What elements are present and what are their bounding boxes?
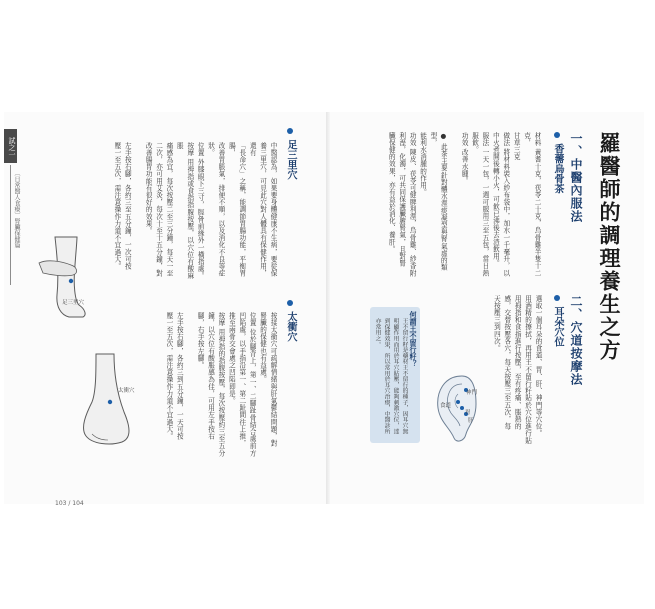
section-heading-acupressure: 二、穴道按摩法 (569, 295, 583, 386)
zusanli-text (112, 142, 278, 282)
text-line: 感，交替按壓各穴，每天按壓三至五次，每 (502, 295, 511, 430)
edge-tab: 試之一 (4, 129, 17, 163)
bullet-dot-icon (554, 295, 560, 301)
text-line (184, 312, 194, 462)
text-line: 服法 一天一包，一週可服用三至五包，當日熱服飲。 (470, 132, 489, 277)
text-line: 按摩 用拇指或食指指腹按壓，以穴位有酸麻脹 (175, 142, 194, 280)
text-line: 左手按右腳，各約三到五分鐘，一天可按 (175, 312, 184, 440)
text-line: 功效 改善水腫。 (460, 132, 469, 185)
text-line (132, 142, 142, 282)
subsection-heading-tea (550, 132, 565, 193)
page-title: 羅醫師的調理養生之方 (597, 132, 622, 362)
text-line: 臟保健的效果，亦有益於消化、養肝。 (387, 132, 396, 253)
text-line: 甘草三克 (512, 132, 521, 161)
subsection-heading-taichong (283, 300, 298, 341)
text-line: 左手按右腳，各約三至五分鐘，一次可按 (123, 142, 132, 270)
section-heading-internal: 一、中醫內服法 (569, 132, 583, 223)
tea-recipe-text (387, 132, 542, 282)
ear-label-stomach: 胃 (465, 410, 471, 416)
taichong-text (150, 312, 278, 462)
text-line: 按揉太衝穴可疏解情緒與肝氣鬱結問題，對 (269, 312, 277, 447)
text-line: 天按壓三到四次。 (492, 295, 501, 352)
subsection-label: 太衝穴 (285, 311, 296, 342)
text-line: 位置 外膝眼下三寸，脛骨前緣外一橫指處。 (196, 142, 205, 280)
text-line: 推至兩骨交會處之凹陷即是。 (227, 312, 236, 405)
text-line: 按摩 用拇指的指腹按壓，每次按壓約三至五分 (216, 312, 225, 457)
text-line: 凹陷處，以手指沿第一、第二趾間往上推， (237, 312, 246, 447)
subsection-heading-ear (550, 295, 565, 346)
tip-text: 王不留行籽是藥材王不留行的種子，因耳穴無明顯作用而用於耳穴貼壓，能夠刺激穴位，達到保健效果，所以常用於耳穴治療，中醫診所亦常用之。 (374, 318, 407, 434)
bullet-dot-icon (554, 132, 560, 138)
text-line: ● 此茶主要針對體水溼痰凝型與腎氣虛的類型， (428, 132, 448, 271)
text-line: 中醫認為，如果要身體健康不生病，要從保 (269, 142, 277, 277)
label-taichong: 太衝穴 (118, 388, 135, 394)
edge-divider (10, 165, 11, 285)
text-line (448, 132, 458, 282)
text-line: 選取一個耳朵的食道、胃、肝、神門等穴位。 (534, 295, 542, 437)
text-line: 腳，右手按左腳。 (196, 312, 205, 369)
edge-chapter-title: 〔日常醫人食療〕腎臟保健篇 (13, 170, 20, 248)
text-line: 位置 位於腳背上，第一、二腳趾骨結合處前方 (248, 312, 257, 457)
label-zusanli: 足三里穴 (62, 300, 85, 306)
bullet-dot-icon (287, 128, 293, 134)
subsection-heading-zusanli (283, 128, 298, 179)
text-line: 養三里穴，可見此穴對人體具有保健作用，還有 (248, 142, 267, 277)
text-line: 改善腸胃功能有很好的效果。 (144, 142, 153, 235)
text-line: 二次，亦可用艾灸，每次十至十五分鐘，對 (154, 142, 163, 277)
text-line: 材料 黃耆十克，茯苓二十克，烏骨雞半隻十二克， (522, 132, 541, 277)
text-line: 「長命穴」之稱，能調節胃腸功能，平衡胃腸， (227, 142, 246, 277)
ear-massage-text (485, 295, 543, 455)
ear-label-esophagus: 食道 (440, 403, 452, 409)
text-line: 痛感為宜，每次按壓二至三分鐘，每天一至 (164, 142, 173, 277)
page-number: 103 / 104 (55, 500, 84, 507)
subsection-label: 足三里穴 (285, 139, 296, 180)
text-line: 壓一至五次，需注意操作力道不宜過大。 (112, 142, 121, 270)
tip-title: 何謂王不留行籽？ (409, 311, 418, 367)
text-line: 鐘，以穴位有酸脹感為佳，可用左手按右 (206, 312, 215, 440)
subsection-label: 耳朵穴位 (552, 306, 563, 347)
text-line: 改善胃脹氣，排便不順，以及消化不良等症狀。 (206, 142, 225, 277)
text-line: 壓一至五次，需注意操作力道不宜過大。 (164, 312, 173, 440)
text-line: 能利水消腫的作用。 (418, 132, 427, 196)
bullet-dot-icon (287, 300, 293, 306)
text-line: 做法 將材料裝入紗布袋中，加水一千毫升，以 (501, 132, 510, 277)
text-line: 利溼，化濁，可共同保護臟腑腎氣，且對腎 (397, 132, 406, 267)
ear-label-shenmen: 神門 (466, 390, 478, 396)
ear-label-liver: 肝 (468, 418, 474, 424)
subsection-label: 香薷烏骨茶 (552, 143, 563, 194)
leg-illustration (35, 235, 100, 320)
foot-illustration (78, 352, 136, 446)
text-line: 功效 陳皮、茯苓可健脾利溼，烏骨雞、紗香附 (408, 132, 417, 277)
text-line: 腎臟的保健也有益處。 (258, 312, 267, 383)
text-line: 用酒精的擦拭，再用王不留行籽貼於穴位進行貼 (523, 295, 532, 445)
text-line: 用拇指和食指進行按壓，至有疼痛、脹熱的 (513, 295, 522, 430)
text-line: 中火煮開後轉小火，可飲已沸後去渣飲用。 (491, 132, 500, 267)
